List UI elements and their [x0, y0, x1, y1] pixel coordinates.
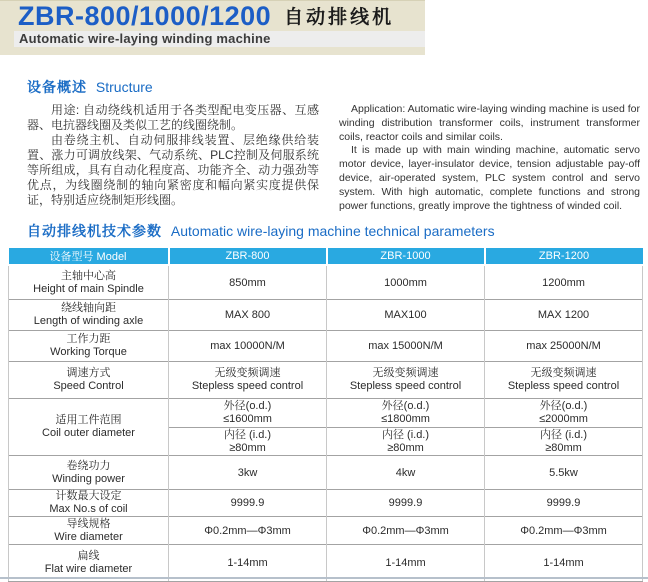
- param-value-od: 外径(o.d.) ≤1800mm: [327, 399, 485, 428]
- parameters-table: [8, 248, 643, 582]
- page-bottom-rule: [0, 577, 648, 579]
- table-row-winding-power: [9, 456, 643, 490]
- model-title-cn: 自动排线机: [284, 7, 395, 28]
- param-value: MAX100: [327, 300, 485, 331]
- param-value: 无级变频调速 Stepless speed control: [485, 362, 643, 399]
- param-value: MAX 800: [169, 300, 327, 331]
- structure-heading-cn: 设备概述: [27, 79, 87, 95]
- param-value: max 15000N/M: [327, 331, 485, 362]
- table-header-row: [9, 248, 643, 265]
- structure-section: [0, 79, 648, 215]
- param-value: Φ0.2mm—Φ3mm: [485, 517, 643, 545]
- table-row-flat-wire: [9, 545, 643, 582]
- cn-paragraph-composition: 由卷绕主机、自动伺服排线装置、层绝缘供给装置、涨力可调放线架、气动系统、PLC控制及伺服系统等所组成，具有自动化程度高、功能齐全、动力强劲等优点，为线圈绕制的轴向紧密度和幅向紧实度提供保证，特别适应绕制矩形线圈。: [27, 133, 319, 207]
- param-value: 1000mm: [327, 265, 485, 300]
- row-label: 调速方式 Speed Control: [9, 362, 169, 399]
- en-paragraph-composition: It is made up with main winding machine, automatic servo motor device, layer-insulator device, tension adjustable pay-off device, air-operated system, PLC system control and servo system. With high automatic, complete functions and strong power functions, greatly improve the tightness of winded coil.: [339, 144, 640, 212]
- row-label: 扁线 Flat wire diameter: [9, 545, 169, 582]
- param-value-od: 外径(o.d.) ≤2000mm: [485, 399, 643, 428]
- header-band: [0, 0, 425, 55]
- structure-columns: [27, 103, 640, 215]
- param-value-od: 外径(o.d.) ≤1600mm: [169, 399, 327, 428]
- row-label: 导线规格 Wire diameter: [9, 517, 169, 545]
- param-value: 无级变频调速 Stepless speed control: [169, 362, 327, 399]
- param-value: 9999.9: [327, 490, 485, 517]
- table-row-coil-outer-diameter: [9, 399, 643, 428]
- table-row-max-coil-count: [9, 490, 643, 517]
- column-header-model: 设备型号 Model: [9, 248, 169, 265]
- parameters-section: [0, 223, 648, 240]
- structure-text-cn: [27, 103, 319, 215]
- param-value: Φ0.2mm—Φ3mm: [327, 517, 485, 545]
- param-value-id: 内径 (i.d.) ≥80mm: [327, 428, 485, 456]
- param-value: 1-14mm: [327, 545, 485, 582]
- param-value: max 25000N/M: [485, 331, 643, 362]
- param-value: 850mm: [169, 265, 327, 300]
- param-value: MAX 1200: [485, 300, 643, 331]
- param-value-id: 内径 (i.d.) ≥80mm: [485, 428, 643, 456]
- table-row-wire-diameter: [9, 517, 643, 545]
- structure-heading: [27, 79, 640, 96]
- structure-heading-en: Structure: [95, 79, 153, 95]
- row-label: 适用工件范围 Coil outer diameter: [9, 399, 169, 456]
- row-label: 工作力距 Working Torque: [9, 331, 169, 362]
- param-value: 1200mm: [485, 265, 643, 300]
- row-label: 卷绕功力 Winding power: [9, 456, 169, 490]
- param-value: max 10000N/M: [169, 331, 327, 362]
- param-value: 无级变频调速 Stepless speed control: [327, 362, 485, 399]
- table-row-working-torque: [9, 331, 643, 362]
- subtitle-en: Automatic wire-laying winding machine: [19, 31, 271, 46]
- parameters-heading: [27, 223, 640, 240]
- table-row-spindle-height: [9, 265, 643, 300]
- parameters-heading-cn: 自动排线机技术参数: [27, 223, 162, 239]
- parameters-heading-en: Automatic wire-laying machine technical parameters: [170, 223, 495, 239]
- row-label: 主轴中心高 Height of main Spindle: [9, 265, 169, 300]
- param-value: 4kw: [327, 456, 485, 490]
- table-row-speed-control: [9, 362, 643, 399]
- param-value: 5.5kw: [485, 456, 643, 490]
- column-header-zbr-1200: ZBR-1200: [485, 248, 643, 265]
- subtitle-strip: [14, 31, 425, 47]
- column-header-zbr-800: ZBR-800: [169, 248, 327, 265]
- param-value: 1-14mm: [169, 545, 327, 582]
- param-value: Φ0.2mm—Φ3mm: [169, 517, 327, 545]
- column-header-zbr-1000: ZBR-1000: [327, 248, 485, 265]
- param-value: 3kw: [169, 456, 327, 490]
- param-value: 9999.9: [169, 490, 327, 517]
- structure-text-en: [339, 103, 640, 215]
- param-value-id: 内径 (i.d.) ≥80mm: [169, 428, 327, 456]
- cn-paragraph-usage: 用途: 自动绕线机适用于各类型配电变压器、互感器、电抗器线圈及类似工艺的线圈绕制。: [27, 103, 319, 132]
- param-value: 1-14mm: [485, 545, 643, 582]
- model-title: ZBR-800/1000/1200: [18, 1, 272, 31]
- row-label: 计数最大设定 Max No.s of coil: [9, 490, 169, 517]
- row-label: 绕线轴向距 Length of winding axle: [9, 300, 169, 331]
- param-value: 9999.9: [485, 490, 643, 517]
- table-row-winding-axle: [9, 300, 643, 331]
- en-paragraph-application: Application: Automatic wire-laying winding machine is used for winding distribution transformer coils, instrument transformer coils, reactor coils and similar coils.: [339, 103, 640, 143]
